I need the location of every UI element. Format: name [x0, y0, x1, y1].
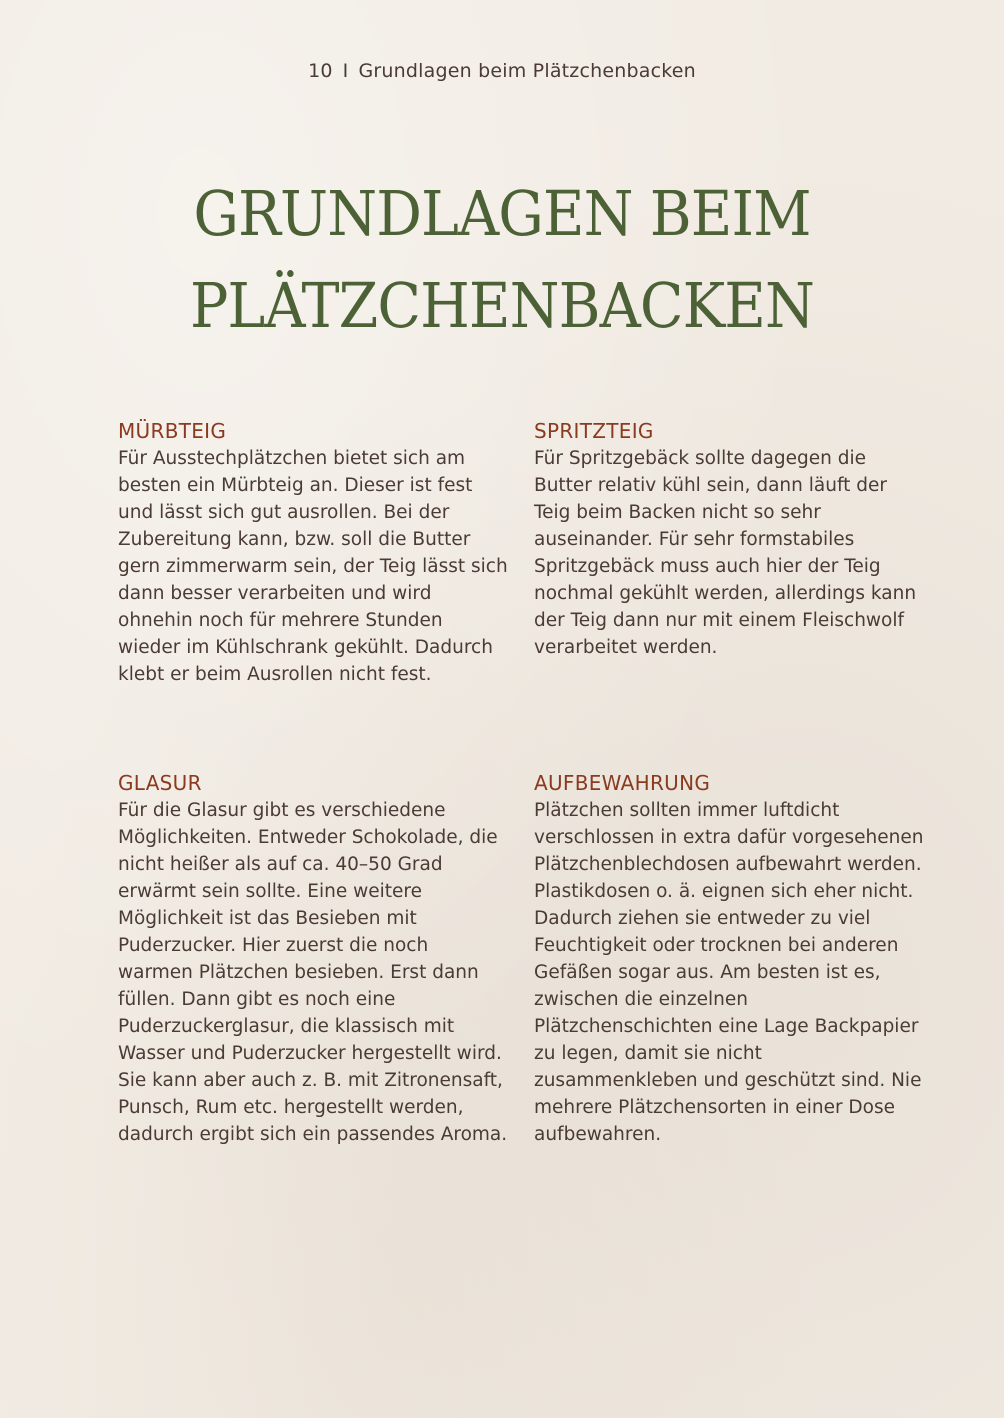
- page-title-line-2: PLÄTZCHENBACKEN: [189, 269, 815, 342]
- section-body: Für die Glasur gibt es verschiedene Möglichkeiten. Entweder Schokolade, die nicht heißer als auf ca. 40–50 Grad erwärmt sein sollte. Eine weitere Möglichkeit ist das Besieben mit Puderzucker. Hier zuerst die noch warmen Plätzchen besieben. Erst dann füllen. Dann gibt es noch eine Puderzuckerglasur, die klassisch mit Wasser und Puderzucker hergestellt wird. Sie kann aber auch z. B. mit Zitronensaft, Punsch, Rum etc. hergestellt werden, dadurch ergibt sich ein passendes Aroma.: [118, 800, 508, 1145]
- section-glasur: [118, 770, 508, 1148]
- page-title-line-1: GRUNDLAGEN BEIM: [193, 177, 811, 250]
- page-number: 10: [308, 60, 333, 82]
- section-body: Für Spritzgebäck sollte dagegen die Butter relativ kühl sein, dann läuft der Teig beim Backen nicht so sehr auseinander. Für sehr formstabiles Spritzgebäck muss auch hier der Teig nochmal gekühlt werden, allerdings kann der Teig dann nur mit einem Fleischwolf verarbeitet werden.: [534, 448, 917, 658]
- section-heading: MÜRBTEIG: [118, 419, 227, 443]
- section-heading: SPRITZTEIG: [534, 419, 654, 443]
- running-title: Grundlagen beim Plätzchenbacken: [358, 60, 696, 82]
- section-body: Für Ausstechplätzchen bietet sich am besten ein Mürbteig an. Dieser ist fest und lässt sich gut ausrollen. Bei der Zubereitung kann, bzw. soll die Butter gern zimmerwarm sein, der Teig lässt sich dann besser verarbeiten und wird ohnehin noch für mehrere Stunden wieder im Kühlschrank gekühlt. Dadurch klebt er beim Ausrollen nicht fest.: [118, 448, 508, 685]
- section-spritzteig: [534, 418, 924, 661]
- section-muerbteig: [118, 418, 508, 688]
- header-separator: I: [342, 60, 349, 82]
- page-title: [40, 168, 964, 352]
- section-heading: GLASUR: [118, 771, 202, 795]
- section-body: Plätzchen sollten immer luftdicht verschlossen in extra dafür vorgesehenen Plätzchenblechdosen aufbewahrt werden. Plastikdosen o. ä. eignen sich eher nicht. Dadurch ziehen sie entweder zu viel Feuchtigkeit oder trocknen bei anderen Gefäßen sogar aus. Am besten ist es, zwischen die einzelnen Plätzchenschichten eine Lage Backpapier zu legen, damit sie nicht zusammenkleben und geschützt sind. Nie mehrere Plätzchensorten in einer Dose aufbewahren.: [534, 800, 924, 1145]
- running-header: [0, 60, 1004, 82]
- section-aufbewahrung: [534, 770, 924, 1148]
- section-heading: AUFBEWAHRUNG: [534, 771, 711, 795]
